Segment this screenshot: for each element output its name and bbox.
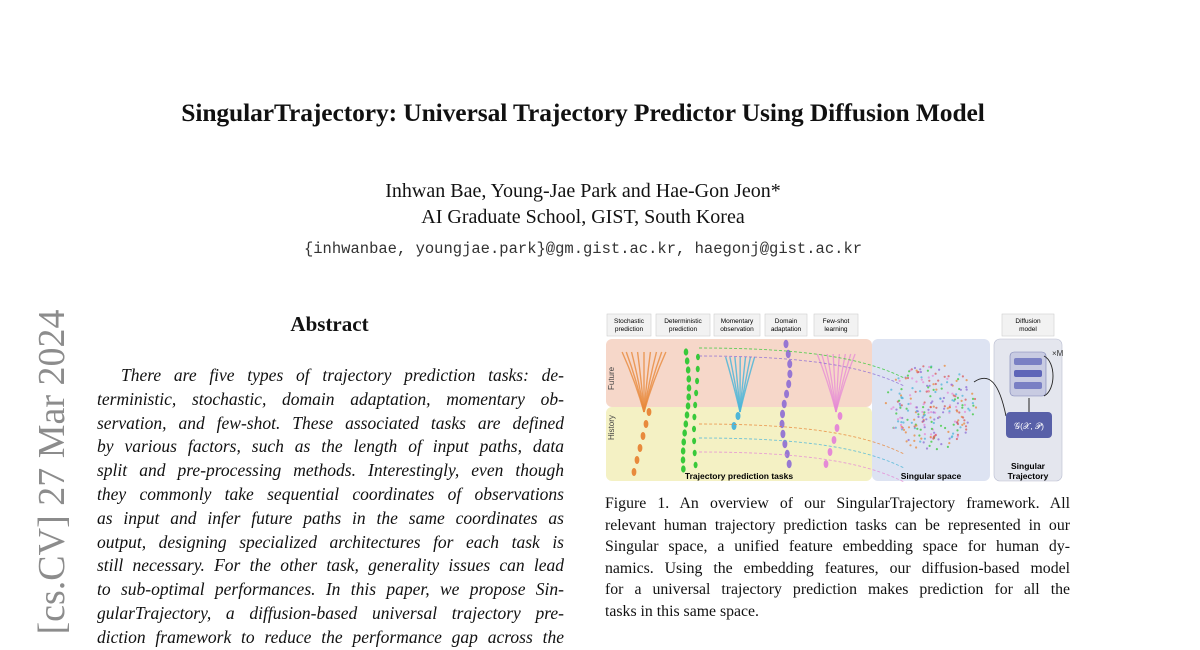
singular-space-point [949, 406, 951, 408]
singular-space-point [956, 380, 958, 382]
singular-space-point [926, 447, 928, 449]
singular-space-point [948, 442, 950, 444]
singular-space-point [919, 368, 921, 370]
singular-space-point [972, 413, 974, 415]
abstract-line: output, designing specialized architectures for each task is [97, 531, 564, 555]
deterministic-point [694, 462, 698, 468]
singular-space-point [964, 404, 966, 406]
deterministic-point [682, 429, 687, 436]
singular-space-point [899, 393, 901, 395]
task-label-fewshot-2: learning [824, 326, 848, 333]
abstract-line: servation, and few-shot. These associated tasks are defined [97, 412, 564, 436]
singular-space-point [910, 398, 912, 400]
task-label-domain-2: adaptation [771, 326, 802, 333]
singular-space-point [947, 407, 949, 409]
singular-space-point [972, 405, 974, 407]
abstract-line: to sub-optimal performances. In this paper, we propose Sin- [97, 578, 564, 602]
singular-space-point [897, 377, 899, 379]
task-label-momentary: Momentary [721, 318, 754, 325]
singular-space-point [940, 443, 942, 445]
singular-space-point [937, 380, 939, 382]
singular-space-point [963, 422, 965, 424]
singular-space-point [909, 444, 911, 446]
generator-block-label: 𝒢(𝒳, 𝒫) [1014, 421, 1044, 431]
singular-space-point [885, 402, 887, 404]
singular-space-point [964, 411, 966, 413]
singular-space-point [922, 406, 924, 408]
abstract-line: split and pre-processing methods. Interestingly, even though [97, 459, 564, 483]
singular-space-point [965, 432, 967, 434]
singular-space-point [935, 383, 937, 385]
singular-space-point [915, 424, 917, 426]
task-label-domain: Domain [775, 318, 798, 325]
task-label-deterministic-2: prediction [669, 326, 698, 333]
singular-space-point [956, 410, 958, 412]
singular-space-point [956, 421, 958, 423]
singular-space-point [922, 416, 924, 418]
deterministic-point [692, 438, 696, 444]
deterministic-point [695, 378, 699, 384]
repeat-label: ×M [1052, 349, 1064, 358]
singular-space-point [958, 373, 960, 375]
singular-space-point [901, 417, 903, 419]
singular-space-point [951, 393, 953, 395]
deterministic-point [692, 426, 696, 432]
deterministic-point [681, 447, 686, 454]
deterministic-point [684, 420, 689, 427]
domain-point [780, 410, 785, 418]
singular-space-point [975, 406, 977, 408]
singular-space-point [956, 429, 958, 431]
singular-space-point [897, 420, 899, 422]
singular-space-point [917, 413, 919, 415]
singular-space-point [965, 428, 967, 430]
singular-space-point [926, 391, 928, 393]
singular-space-point [932, 375, 934, 377]
singular-space-point [965, 425, 967, 427]
singular-space-point [906, 419, 908, 421]
abstract-line: gularTrajectory, a diffusion-based universal trajectory pre- [97, 602, 564, 626]
domain-point [784, 340, 789, 348]
singular-space-point [944, 405, 946, 407]
task-label-deterministic: Deterministic [664, 318, 702, 325]
task-label-fewshot: Few-shot [823, 318, 850, 325]
singular-space-point [900, 388, 902, 390]
singular-space-point [901, 404, 903, 406]
singular-space-point [937, 438, 939, 440]
singular-space-point [899, 417, 901, 419]
singular-space-point [911, 377, 913, 379]
singular-space-point [913, 440, 915, 442]
singular-space-point [941, 388, 943, 390]
singular-space-point [940, 425, 942, 427]
singular-space-point [913, 434, 915, 436]
singular-space-point [916, 371, 918, 373]
singular-space-point [944, 376, 946, 378]
singular-space-point [930, 366, 932, 368]
diffusion-label: Diffusion [1015, 318, 1041, 325]
task-label-stochastic: Stochastic [614, 318, 645, 325]
singular-space-point [929, 445, 931, 447]
singular-space-point [895, 379, 897, 381]
singular-space-point [935, 407, 937, 409]
deterministic-point [696, 366, 700, 372]
singular-space-panel [872, 339, 990, 481]
affiliation: AI Graduate School, GIST, South Korea [0, 206, 1166, 229]
singular-space-point [908, 439, 910, 441]
stochastic-history-point [632, 468, 637, 476]
singular-space-point [920, 376, 922, 378]
singular-space-point [957, 378, 959, 380]
singular-space-point [972, 398, 974, 400]
singular-space-point [972, 402, 974, 404]
singular-space-point [951, 399, 953, 401]
fewshot-history-point [824, 460, 829, 468]
paper-title: SingularTrajectory: Universal Trajectory Predictor Using Diffusion Model [0, 98, 1166, 128]
singular-space-point [953, 424, 955, 426]
singular-space-point [927, 409, 929, 411]
singular-space-point [928, 376, 930, 378]
singular-space-point [933, 422, 935, 424]
deterministic-point [692, 414, 696, 420]
task-label-stochastic-2: prediction [615, 326, 644, 333]
singular-space-point [907, 377, 909, 379]
singular-space-point [962, 416, 964, 418]
singular-space-point [930, 411, 932, 413]
singular-space-point [922, 365, 924, 367]
singular-space-point [913, 419, 915, 421]
deterministic-point [693, 450, 697, 456]
singular-space-point [961, 395, 963, 397]
singular-space-point [969, 409, 971, 411]
singular-space-point [959, 426, 961, 428]
singular-trajectory-label-2: Trajectory [1008, 471, 1049, 481]
deterministic-point [694, 390, 698, 396]
singular-space-point [966, 389, 968, 391]
singular-space-point [957, 402, 959, 404]
singular-space-point [932, 438, 934, 440]
singular-space-point [957, 436, 959, 438]
singular-space-point [930, 436, 932, 438]
singular-space-point [924, 414, 926, 416]
singular-space-point [956, 438, 958, 440]
stochastic-history-point [638, 444, 643, 452]
singular-space-label: Singular space [901, 471, 962, 481]
singular-space-point [933, 411, 935, 413]
singular-space-point [965, 386, 967, 388]
singular-space-point [954, 421, 956, 423]
caption-line: relevant human trajectory prediction tasks can be represented in our [605, 515, 1070, 537]
singular-space-point [944, 365, 946, 367]
singular-space-point [961, 400, 963, 402]
singular-space-point [918, 434, 920, 436]
deterministic-point [687, 384, 692, 391]
singular-space-point [925, 418, 927, 420]
stochastic-history-point [647, 408, 652, 416]
singular-space-point [961, 424, 963, 426]
singular-space-point [923, 411, 925, 413]
singular-space-point [906, 408, 908, 410]
singular-space-point [907, 403, 909, 405]
singular-space-point [931, 421, 933, 423]
task-label-momentary-2: observation [720, 326, 754, 333]
singular-space-point [906, 440, 908, 442]
singular-space-point [943, 408, 945, 410]
deterministic-point [696, 354, 700, 360]
singular-space-point [965, 399, 967, 401]
singular-space-point [919, 441, 921, 443]
singular-space-point [917, 416, 919, 418]
arxiv-stamp: [cs.CV] 27 Mar 2024 [30, 309, 74, 634]
singular-space-point [905, 377, 907, 379]
singular-space-point [928, 380, 930, 382]
deterministic-point [693, 402, 697, 408]
domain-point [785, 450, 790, 458]
singular-space-point [899, 407, 901, 409]
task-labels [607, 314, 1054, 336]
singular-space-point [887, 391, 889, 393]
singular-space-point [928, 412, 930, 414]
singular-space-point [902, 421, 904, 423]
singular-trajectory-label: Singular [1011, 461, 1046, 471]
singular-space-point [927, 370, 929, 372]
singular-space-point [915, 391, 917, 393]
singular-space-point [933, 389, 935, 391]
singular-space-point [916, 428, 918, 430]
singular-space-point [905, 431, 907, 433]
singular-space-point [962, 375, 964, 377]
abstract-line: terministic, stochastic, domain adaptation, momentary ob- [97, 388, 564, 412]
overview-figure [604, 312, 1064, 487]
singular-space-point [931, 400, 933, 402]
singular-space-point [935, 389, 937, 391]
singular-space-point [936, 448, 938, 450]
singular-space-point [892, 406, 894, 408]
singular-space-point [907, 375, 909, 377]
deterministic-point [681, 438, 686, 445]
singular-space-point [933, 406, 935, 408]
singular-space-point [895, 409, 897, 411]
singular-space-point [938, 416, 940, 418]
singular-space-point [923, 441, 925, 443]
singular-space-point [931, 428, 933, 430]
singular-space-point [951, 384, 953, 386]
singular-space-point [895, 412, 897, 414]
diffusion-label-2: model [1019, 326, 1037, 333]
singular-space-point [890, 389, 892, 391]
abstract-line: diction framework to reduce the performance gap across the [97, 626, 564, 650]
singular-space-point [898, 400, 900, 402]
singular-space-point [954, 398, 956, 400]
singular-space-point [960, 389, 962, 391]
singular-space-point [932, 383, 934, 385]
singular-space-point [924, 426, 926, 428]
emails: {inhwanbae, youngjae.park}@gm.gist.ac.kr, haegonj@gist.ac.kr [0, 240, 1166, 258]
caption-line: tasks in this same space. [605, 601, 1070, 623]
singular-space-point [909, 394, 911, 396]
figure-caption [605, 493, 1070, 623]
singular-space-point [926, 385, 928, 387]
momentary-history-point [736, 412, 741, 420]
fewshot-history-point [828, 448, 833, 456]
singular-space-point [916, 406, 918, 408]
singular-space-point [922, 420, 924, 422]
singular-space-point [955, 406, 957, 408]
deterministic-point [685, 411, 690, 418]
singular-space-point [901, 397, 903, 399]
domain-point [787, 360, 792, 368]
singular-space-point [955, 393, 957, 395]
singular-space-point [948, 375, 950, 377]
singular-space-point [933, 432, 935, 434]
singular-space-point [921, 411, 923, 413]
deterministic-point [686, 393, 691, 400]
singular-space-point [943, 397, 945, 399]
singular-space-point [890, 408, 892, 410]
singular-space-point [930, 433, 932, 435]
singular-space-point [946, 378, 948, 380]
singular-space-point [961, 407, 963, 409]
singular-space-point [917, 410, 919, 412]
domain-point [786, 380, 791, 388]
singular-space-point [914, 367, 916, 369]
singular-space-point [929, 395, 931, 397]
singular-space-point [957, 423, 959, 425]
singular-space-point [930, 441, 932, 443]
singular-space-point [939, 398, 941, 400]
deterministic-point [686, 402, 691, 409]
domain-point [784, 390, 789, 398]
singular-space-point [948, 410, 950, 412]
deterministic-point [684, 348, 689, 355]
singular-space-point [947, 392, 949, 394]
singular-space-point [957, 397, 959, 399]
deterministic-point [681, 456, 686, 463]
singular-space-point [933, 418, 935, 420]
singular-space-point [963, 419, 965, 421]
fewshot-history-point [832, 436, 837, 444]
singular-space-point [951, 435, 953, 437]
stochastic-history-point [635, 456, 640, 464]
stochastic-history-point [641, 432, 646, 440]
singular-space-point [947, 446, 949, 448]
singular-space-point [935, 434, 937, 436]
abstract-heading: Abstract [97, 312, 562, 337]
singular-space-point [923, 424, 925, 426]
singular-space-point [949, 438, 951, 440]
axis-future: Future [607, 366, 616, 390]
singular-space-point [911, 387, 913, 389]
singular-space-point [920, 371, 922, 373]
singular-space-point [919, 390, 921, 392]
caption-line: namics. Using the embedding features, our diffusion-based model [605, 558, 1070, 580]
abstract-line: still necessary. For the other task, generality issues can lead [97, 554, 564, 578]
deterministic-point [685, 357, 690, 364]
singular-space-point [923, 403, 925, 405]
singular-space-point [946, 381, 948, 383]
abstract-line: as input and infer future paths in the same coordinates as [97, 507, 564, 531]
singular-space-point [935, 373, 937, 375]
singular-space-point [893, 427, 895, 429]
singular-space-point [942, 411, 944, 413]
abstract-line: they commonly take sequential coordinates of observations [97, 483, 564, 507]
singular-space-point [934, 391, 936, 393]
caption-line: for a universal trajectory prediction makes prediction for all the [605, 579, 1070, 601]
singular-space-point [971, 393, 973, 395]
momentary-history-point [732, 422, 737, 430]
singular-space-point [922, 381, 924, 383]
singular-space-point [915, 381, 917, 383]
singular-space-point [897, 418, 899, 420]
singular-space-point [966, 379, 968, 381]
singular-space-point [942, 400, 944, 402]
singular-space-point [958, 411, 960, 413]
singular-space-point [920, 438, 922, 440]
abstract-line: There are five types of trajectory prediction tasks: de- [97, 364, 564, 388]
singular-space-point [911, 422, 913, 424]
singular-space-point [967, 422, 969, 424]
singular-space-point [974, 398, 976, 400]
singular-space-point [940, 383, 942, 385]
stochastic-history-point [644, 420, 649, 428]
singular-space-point [900, 421, 902, 423]
domain-point [782, 400, 787, 408]
singular-space-point [901, 427, 903, 429]
singular-space-point [924, 438, 926, 440]
domain-point [787, 460, 792, 468]
singular-space-point [953, 394, 955, 396]
singular-space-point [952, 433, 954, 435]
singular-space-point [928, 366, 930, 368]
abstract-body [97, 364, 564, 650]
caption-line: Figure 1. An overview of our SingularTrajectory framework. All [605, 493, 1070, 515]
singular-space-point [899, 403, 901, 405]
domain-point [787, 370, 792, 378]
singular-space-point [930, 406, 932, 408]
singular-space-point [899, 380, 901, 382]
axis-history: History [607, 415, 616, 440]
domain-point [780, 430, 785, 438]
fewshot-history-point [835, 424, 840, 432]
singular-space-point [908, 426, 910, 428]
caption-line: Singular space, a unified feature embedding space for human dy- [605, 536, 1070, 558]
singular-space-point [921, 379, 923, 381]
singular-space-point [915, 446, 917, 448]
singular-space-point [938, 369, 940, 371]
singular-space-point [929, 416, 931, 418]
abstract-line: by various factors, such as the length of input paths, data [97, 435, 564, 459]
singular-space-point [924, 433, 926, 435]
deterministic-point [686, 366, 691, 373]
authors: Inhwan Bae, Young-Jae Park and Hae-Gon Jeon* [0, 180, 1166, 203]
singular-space-point [961, 404, 963, 406]
singular-space-point [908, 370, 910, 372]
singular-space-point [920, 429, 922, 431]
singular-space-point [944, 427, 946, 429]
tasks-section-label: Trajectory prediction tasks [685, 471, 793, 481]
deterministic-point [686, 375, 691, 382]
fewshot-history-point [838, 412, 843, 420]
singular-space-point [903, 429, 905, 431]
singular-space-point [910, 403, 912, 405]
singular-space-point [907, 410, 909, 412]
singular-space-point [947, 431, 949, 433]
